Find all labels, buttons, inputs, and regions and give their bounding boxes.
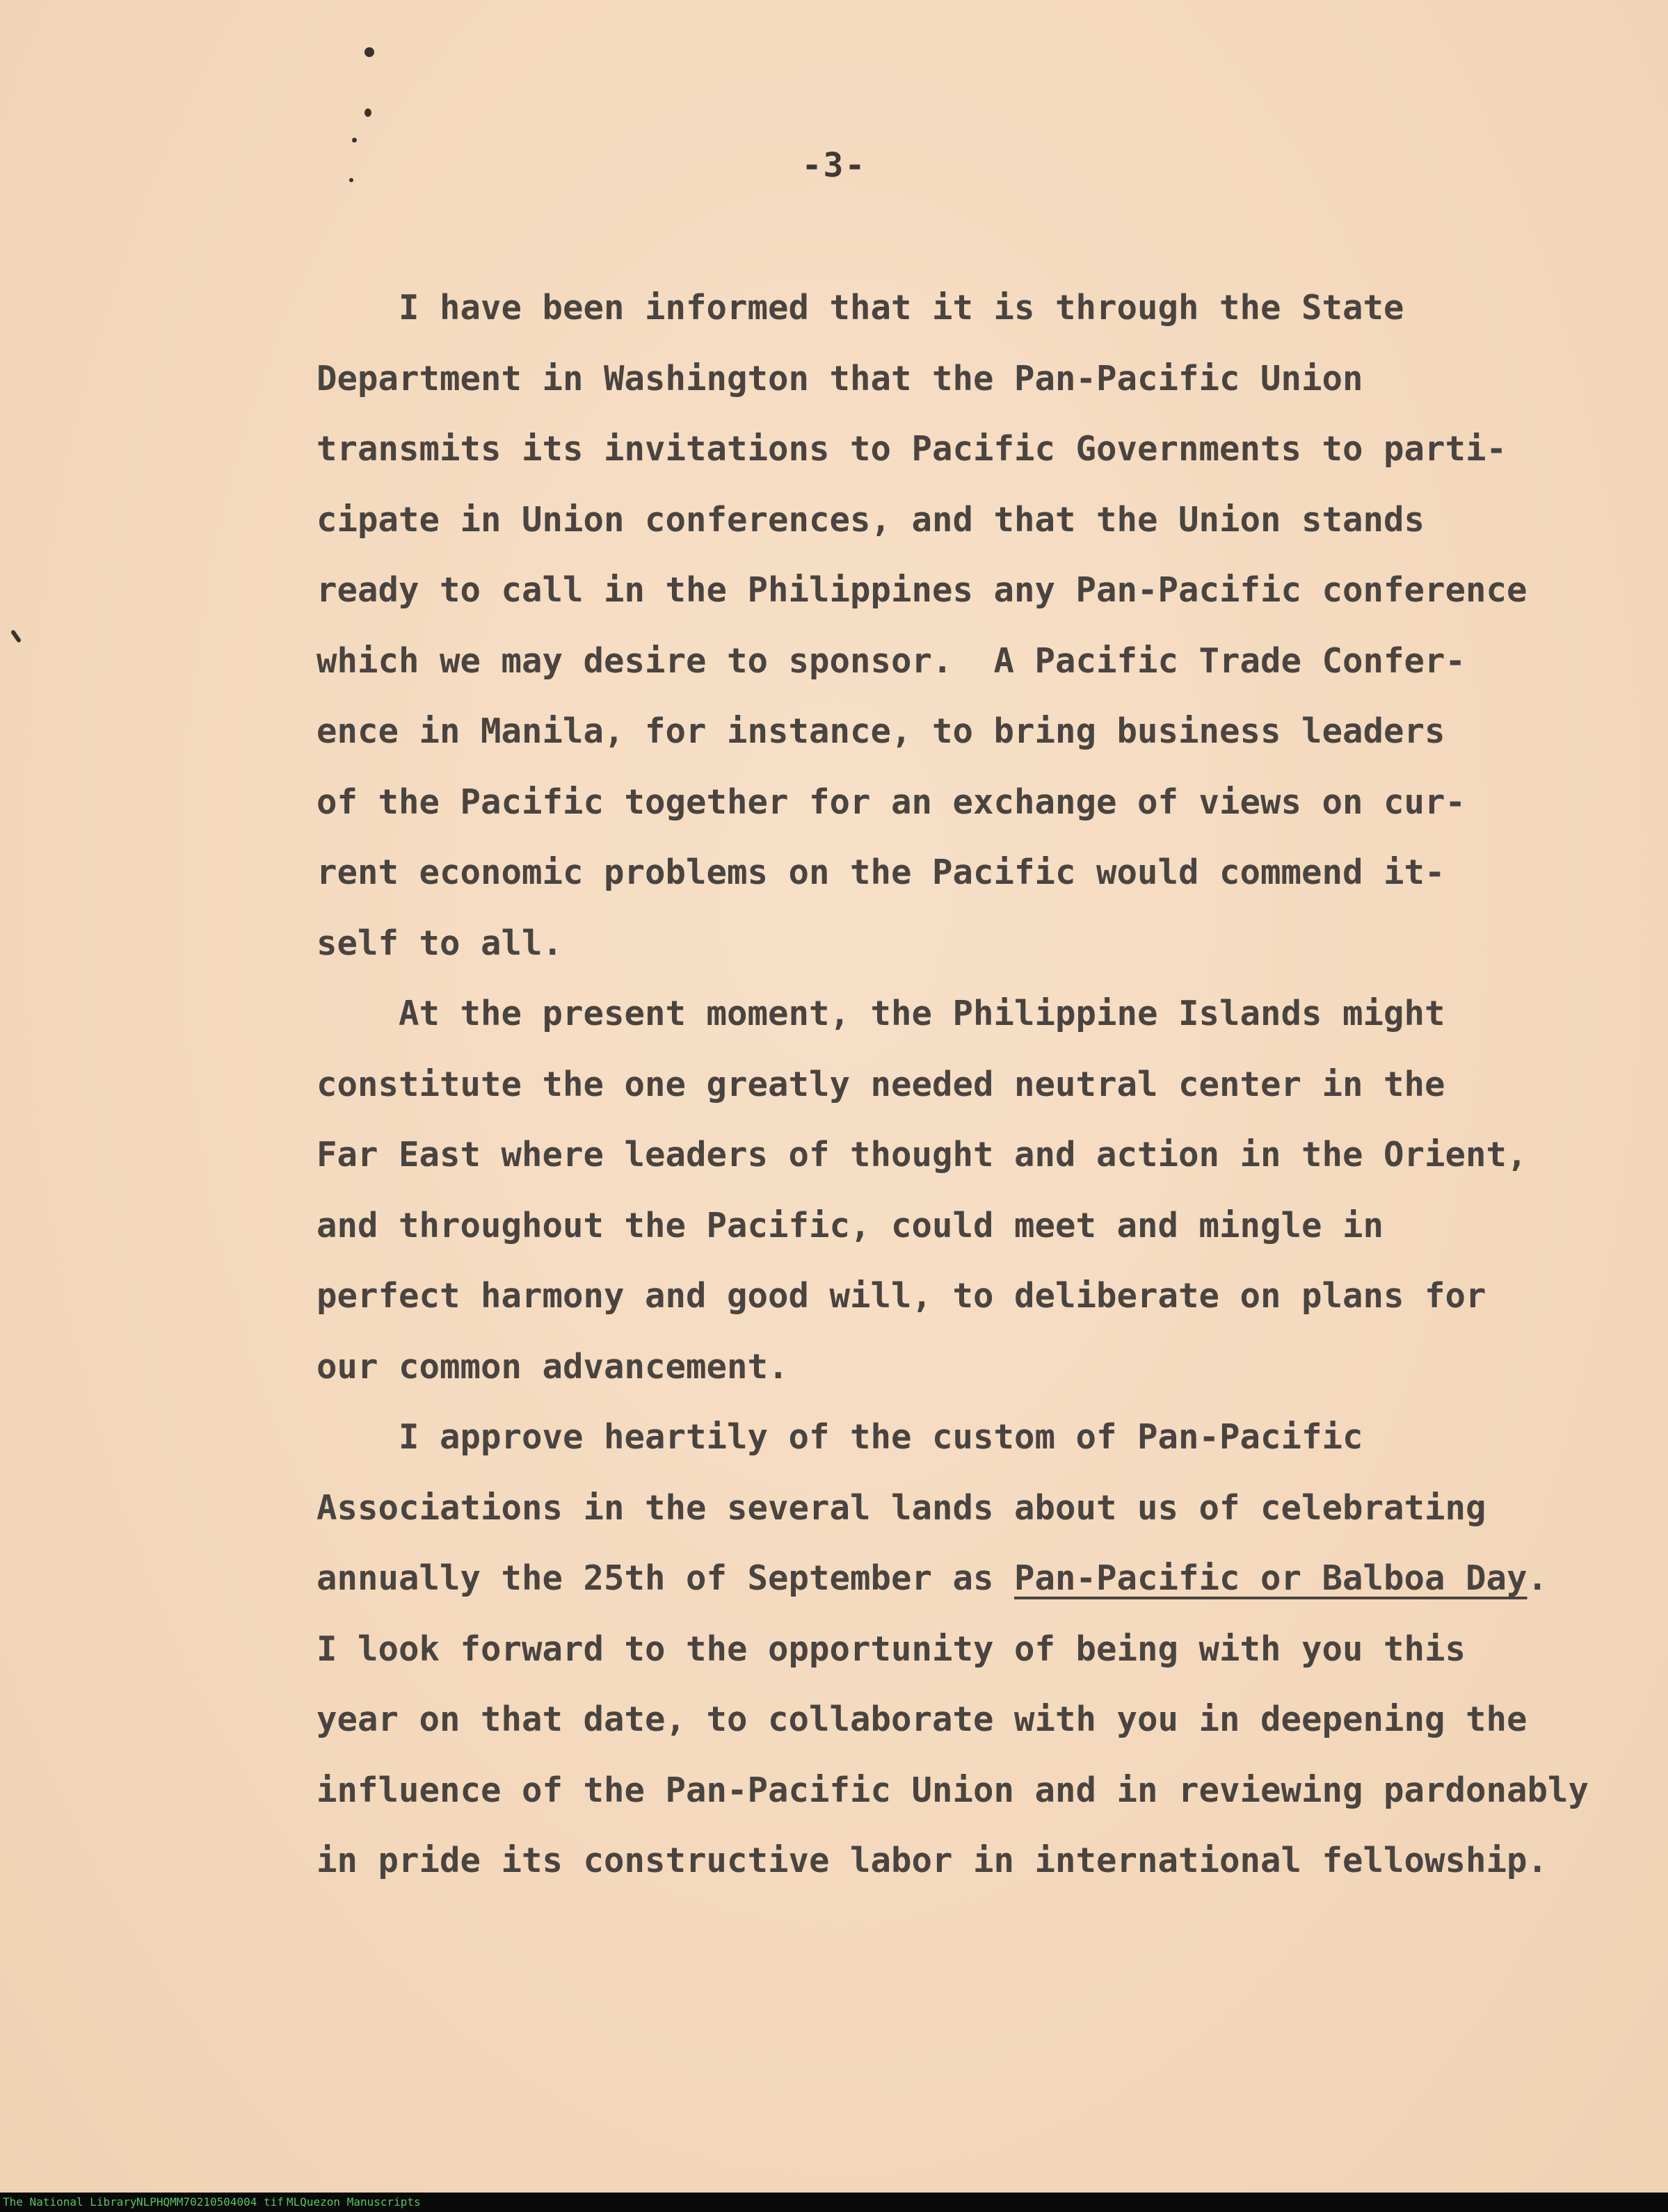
text-line: Far East where leaders of thought and action in the Orient,	[316, 1135, 1527, 1174]
ink-speck	[364, 47, 374, 57]
text-segment: .	[1527, 1558, 1548, 1598]
footer-collection: MLQuezon Manuscripts	[287, 2195, 421, 2209]
text-line: ence in Manila, for instance, to bring business leaders	[316, 711, 1445, 751]
text-line: I look forward to the opportunity of being with you this	[316, 1629, 1466, 1669]
text-line: At the present moment, the Philippine Islands might	[316, 994, 1445, 1033]
text-line: cipate in Union conferences, and that the Union stands	[316, 499, 1425, 540]
ink-speck	[10, 629, 22, 643]
text-line: and throughout the Pacific, could meet and mingle in	[316, 1205, 1384, 1245]
text-line: year on that date, to collaborate with you in deepening the	[316, 1700, 1527, 1739]
text-line: Associations in the several lands about us of celebrating	[316, 1487, 1486, 1528]
text-line: Department in Washington that the Pan-Pacific Union	[316, 358, 1363, 398]
text-line: perfect harmony and good will, to deliberate on plans for	[316, 1276, 1486, 1316]
text-line: transmits its invitations to Pacific Governments to parti-	[316, 429, 1507, 469]
text-line: rent economic problems on the Pacific would commend it-	[316, 853, 1445, 892]
text-line: ready to call in the Philippines any Pan-Pacific conference	[316, 570, 1527, 610]
text-line: constitute the one greatly needed neutral center in the	[316, 1064, 1445, 1104]
text-line: of the Pacific together for an exchange of views on cur-	[316, 782, 1466, 822]
footer-file-id: NLPHQMM70210504004 tif	[136, 2195, 284, 2209]
text-line-with-underline	[316, 1543, 1645, 1614]
ink-speck	[352, 138, 357, 143]
text-line: I approve heartily of the custom of Pan-Pacific	[316, 1417, 1363, 1457]
footer-library: The National Library	[3, 2195, 137, 2209]
text-line: influence of the Pan-Pacific Union and in reviewing pardonably	[316, 1770, 1589, 1810]
text-line: I have been informed that it is through the State	[316, 288, 1404, 328]
text-line: our common advancement.	[316, 1346, 789, 1387]
balboa-day-underlined: Pan-Pacific or Balboa Day	[1014, 1558, 1527, 1598]
letter-body	[316, 273, 1645, 1896]
archive-footer	[0, 2193, 1668, 2212]
page-number: -3-	[801, 146, 867, 185]
text-line: which we may desire to sponsor. A Pacific Trade Confer-	[316, 640, 1466, 681]
text-line: in pride its constructive labor in international fellowship.	[316, 1841, 1548, 1880]
text-segment: annually the 25th of September as	[316, 1558, 1015, 1598]
ink-speck	[364, 108, 371, 117]
text-line: self to all.	[316, 923, 563, 963]
